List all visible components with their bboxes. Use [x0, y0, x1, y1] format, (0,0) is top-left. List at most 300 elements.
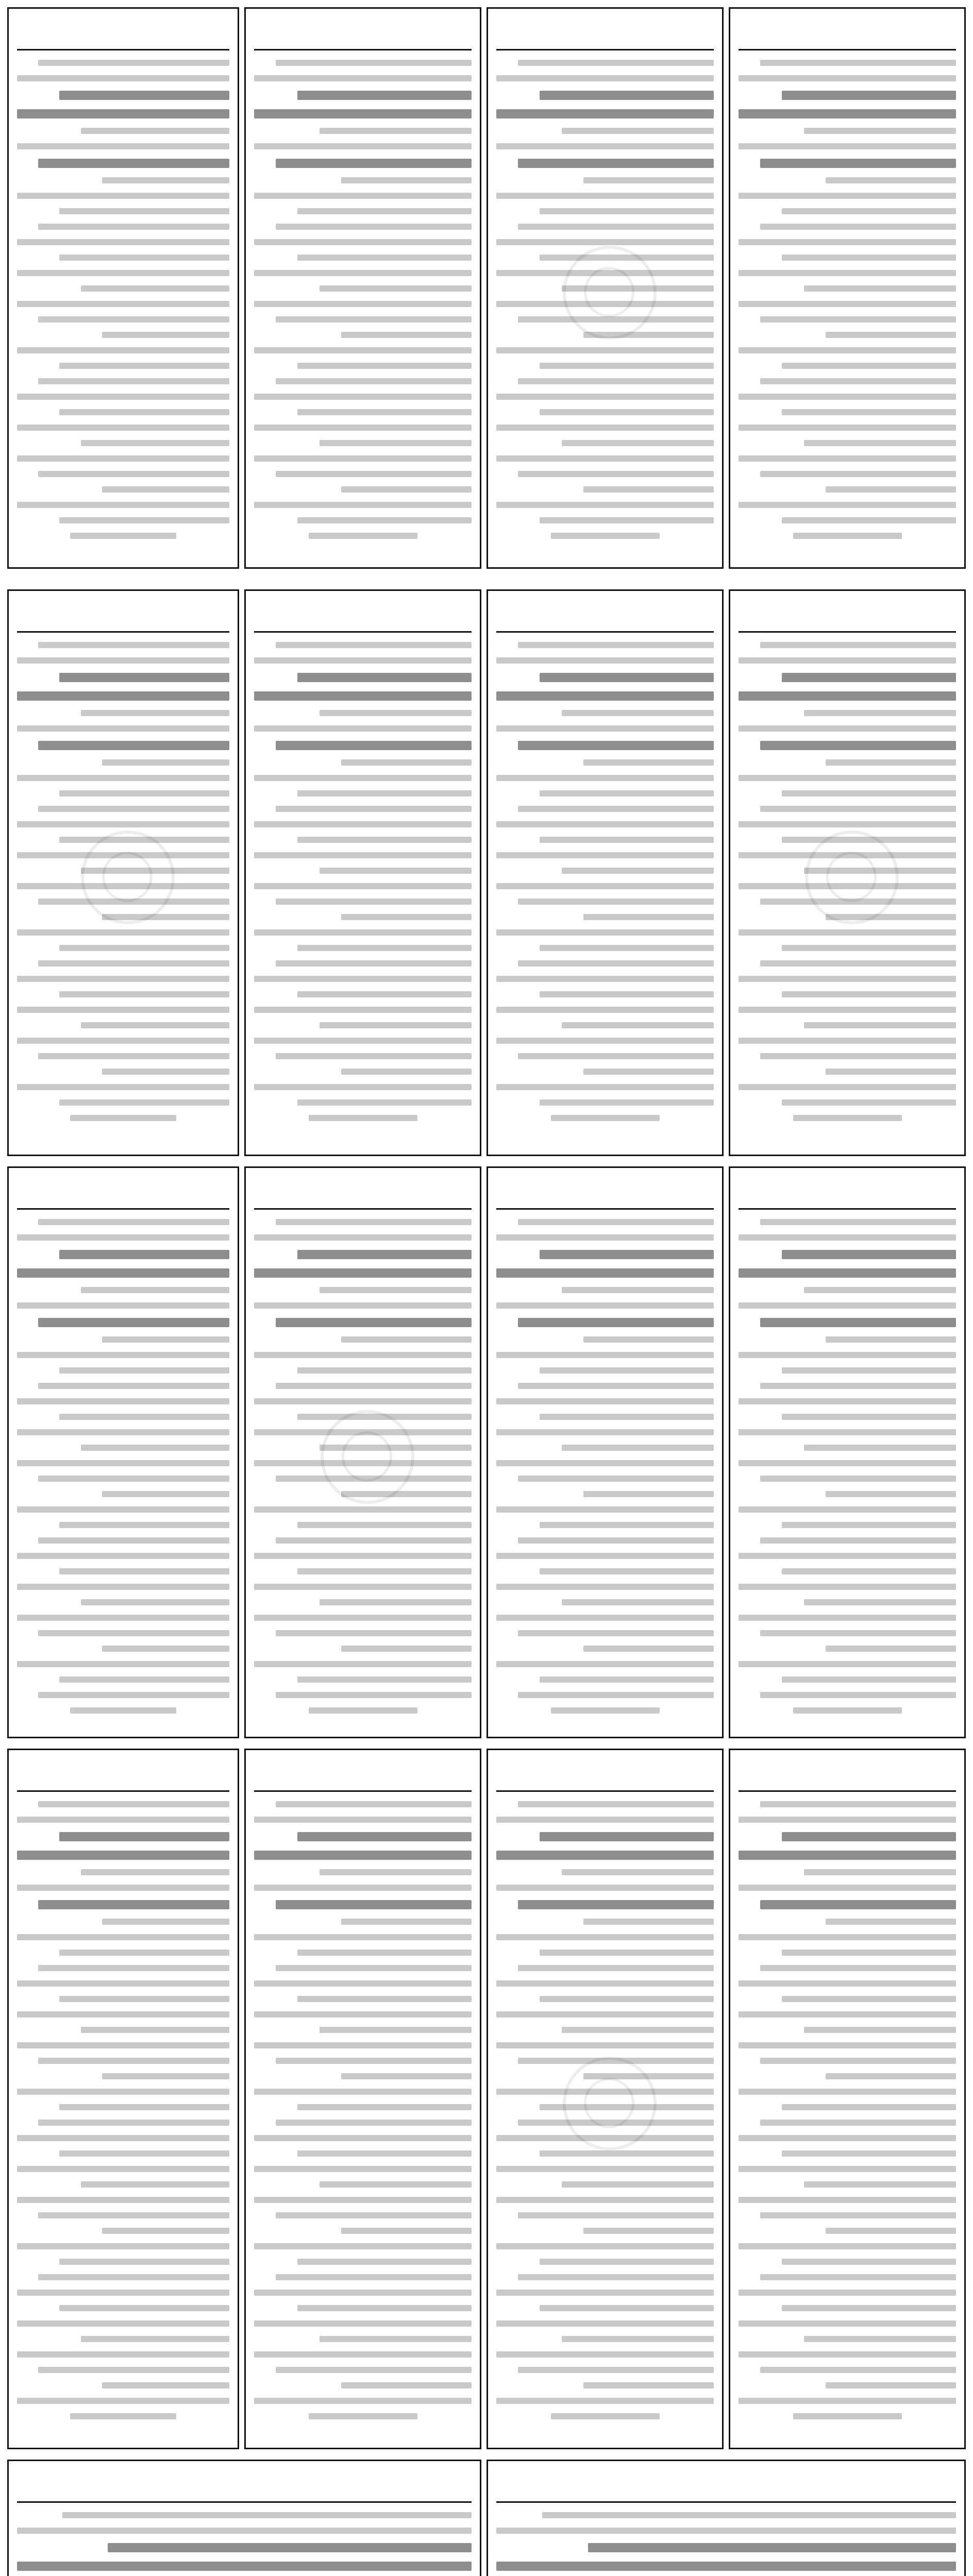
text-line	[739, 1302, 956, 1309]
text-line	[804, 1287, 956, 1293]
divider	[254, 631, 472, 633]
text-line	[739, 852, 956, 858]
text-line	[254, 347, 472, 353]
text-line	[341, 914, 472, 920]
text-line	[320, 285, 472, 292]
text-line	[518, 1965, 714, 1971]
text-line	[739, 2011, 956, 2018]
text-line	[804, 440, 956, 446]
text-line	[739, 239, 956, 245]
text-line	[59, 208, 229, 214]
text-line	[518, 2367, 714, 2373]
notice-text-block	[17, 2512, 472, 2576]
text-line	[297, 1832, 472, 1841]
text-line	[81, 440, 229, 446]
text-line	[17, 239, 229, 245]
text-line	[739, 1398, 956, 1404]
text-line	[297, 1414, 472, 1420]
notice-heading	[17, 18, 229, 41]
text-line	[739, 2320, 956, 2327]
text-line	[17, 455, 229, 462]
text-line	[81, 868, 229, 874]
text-line	[320, 710, 472, 716]
text-line	[70, 1707, 176, 1714]
text-line	[518, 1630, 714, 1636]
text-line	[38, 159, 229, 168]
text-line	[254, 2166, 472, 2172]
text-line	[17, 109, 229, 118]
text-line	[804, 710, 956, 716]
text-line	[760, 1383, 956, 1389]
text-line	[17, 1460, 229, 1466]
text-line	[17, 2197, 229, 2203]
text-line	[17, 852, 229, 858]
text-line	[496, 2011, 714, 2018]
notice-heading	[17, 2470, 472, 2493]
text-line	[496, 1302, 714, 1309]
text-line	[297, 1568, 472, 1574]
text-line	[782, 1250, 956, 1259]
text-line	[826, 486, 956, 493]
text-line	[518, 1476, 714, 1482]
text-line	[496, 2135, 714, 2141]
text-line	[540, 2104, 714, 2110]
text-line	[59, 2104, 229, 2110]
text-line	[254, 455, 472, 462]
text-line	[782, 2259, 956, 2265]
text-line	[102, 332, 229, 338]
text-line	[38, 2058, 229, 2064]
text-line	[496, 775, 714, 781]
notice-r1c1	[729, 7, 966, 569]
text-line	[826, 2073, 956, 2079]
text-line	[540, 208, 714, 214]
text-line	[760, 2058, 956, 2064]
notice-heading	[254, 18, 472, 41]
text-line	[276, 2367, 472, 2373]
text-line	[739, 143, 956, 149]
text-line	[793, 1115, 902, 1121]
notice-r1c4	[7, 7, 239, 569]
text-line	[102, 2073, 229, 2079]
text-line	[59, 991, 229, 997]
text-line	[518, 2058, 714, 2064]
text-line	[108, 2543, 472, 2552]
text-line	[341, 1336, 472, 1343]
text-line	[254, 143, 472, 149]
text-line	[320, 2027, 472, 2033]
text-line	[496, 725, 714, 732]
text-line	[583, 1336, 714, 1343]
text-line	[254, 270, 472, 276]
text-line	[518, 2212, 714, 2218]
text-line	[17, 1352, 229, 1358]
notice-text-block	[496, 1219, 714, 1714]
text-line	[254, 1460, 472, 1466]
text-line	[739, 2290, 956, 2296]
notice-r2c2	[486, 589, 724, 1156]
text-line	[70, 533, 176, 539]
text-line	[760, 2274, 956, 2280]
text-line	[739, 725, 956, 732]
text-line	[739, 109, 956, 118]
notice-text-block	[739, 1801, 956, 2419]
text-line	[739, 1460, 956, 1466]
text-line	[739, 455, 956, 462]
text-line	[496, 239, 714, 245]
text-line	[562, 440, 714, 446]
text-line	[782, 945, 956, 951]
text-line	[562, 2336, 714, 2342]
text-line	[320, 1599, 472, 1605]
text-line	[739, 657, 956, 664]
divider	[17, 1208, 229, 1210]
notice-text-block	[254, 60, 472, 539]
text-line	[739, 821, 956, 827]
text-line	[341, 486, 472, 493]
text-line	[81, 285, 229, 292]
text-line	[826, 759, 956, 766]
text-line	[102, 486, 229, 493]
text-line	[297, 1250, 472, 1259]
text-line	[17, 2135, 229, 2141]
divider	[496, 1790, 714, 1792]
divider	[496, 1208, 714, 1210]
text-line	[38, 2120, 229, 2126]
text-line	[518, 471, 714, 477]
text-line	[38, 316, 229, 323]
text-line	[17, 1661, 229, 1667]
text-line	[17, 1084, 229, 1090]
notice-heading	[496, 2470, 956, 2493]
text-line	[276, 1053, 472, 1059]
notice-heading	[17, 1759, 229, 1782]
text-line	[17, 883, 229, 889]
text-line	[518, 1383, 714, 1389]
text-line	[254, 1615, 472, 1621]
text-line	[102, 2228, 229, 2234]
text-line	[826, 1069, 956, 1075]
text-line	[804, 868, 956, 874]
text-line	[254, 775, 472, 781]
text-line	[254, 2351, 472, 2358]
text-line	[81, 1287, 229, 1293]
text-line	[739, 425, 956, 431]
text-line	[276, 806, 472, 812]
text-line	[760, 378, 956, 384]
text-line	[38, 1537, 229, 1544]
divider	[254, 1208, 472, 1210]
text-line	[254, 1268, 472, 1278]
text-line	[17, 75, 229, 81]
text-line	[551, 1115, 660, 1121]
text-line	[782, 1414, 956, 1420]
text-line	[17, 1302, 229, 1309]
text-line	[17, 1584, 229, 1590]
text-line	[518, 159, 714, 168]
notice-text-block	[739, 1219, 956, 1714]
text-line	[17, 347, 229, 353]
text-line	[254, 2290, 472, 2296]
text-line	[583, 2073, 714, 2079]
text-line	[297, 2305, 472, 2311]
text-line	[276, 159, 472, 168]
text-line	[102, 1491, 229, 1497]
text-line	[739, 301, 956, 307]
text-line	[496, 1553, 714, 1559]
text-line	[17, 1038, 229, 1044]
notices-page	[7, 7, 966, 2576]
notice-text-block	[739, 60, 956, 539]
text-line	[518, 2274, 714, 2280]
text-line	[276, 1476, 472, 1482]
text-line	[804, 128, 956, 134]
text-line	[496, 691, 714, 701]
notice-text-block	[496, 2512, 956, 2576]
text-line	[540, 409, 714, 415]
text-line	[59, 2150, 229, 2157]
text-line	[320, 440, 472, 446]
notice-text-block	[17, 642, 229, 1121]
text-line	[59, 255, 229, 261]
text-line	[583, 332, 714, 338]
text-line	[320, 1287, 472, 1293]
text-line	[38, 60, 229, 66]
text-line	[17, 821, 229, 827]
text-line	[17, 1553, 229, 1559]
notice-r5-right	[7, 2460, 481, 2576]
text-line	[540, 517, 714, 523]
text-line	[59, 1099, 229, 1106]
text-line	[760, 1219, 956, 1225]
text-line	[496, 1584, 714, 1590]
text-line	[17, 394, 229, 400]
text-line	[562, 868, 714, 874]
text-line	[518, 378, 714, 384]
text-line	[540, 2259, 714, 2265]
text-line	[496, 976, 714, 982]
text-line	[254, 1506, 472, 1513]
notice-text-block	[254, 1801, 472, 2419]
text-line	[496, 1661, 714, 1667]
text-line	[59, 1367, 229, 1374]
text-line	[496, 347, 714, 353]
text-line	[276, 2212, 472, 2218]
divider	[496, 2501, 956, 2503]
text-line	[276, 224, 472, 230]
text-line	[583, 759, 714, 766]
text-line	[496, 75, 714, 81]
text-line	[38, 224, 229, 230]
text-line	[739, 1506, 956, 1513]
text-line	[826, 1919, 956, 1925]
text-line	[59, 837, 229, 843]
text-line	[254, 1398, 472, 1404]
text-line	[583, 1919, 714, 1925]
text-line	[254, 425, 472, 431]
text-line	[496, 1007, 714, 1013]
text-line	[739, 2398, 956, 2404]
text-line	[496, 301, 714, 307]
text-line	[297, 790, 472, 796]
text-line	[782, 1832, 956, 1841]
text-line	[760, 806, 956, 812]
text-line	[826, 1491, 956, 1497]
text-line	[760, 899, 956, 905]
text-line	[496, 1038, 714, 1044]
text-line	[540, 945, 714, 951]
text-line	[254, 502, 472, 508]
text-line	[518, 1537, 714, 1544]
notice-text-block	[739, 642, 956, 1121]
text-line	[540, 363, 714, 369]
text-line	[297, 1676, 472, 1683]
text-line	[81, 1599, 229, 1605]
text-line	[760, 1537, 956, 1544]
text-line	[826, 1336, 956, 1343]
text-line	[782, 409, 956, 415]
text-line	[81, 2027, 229, 2033]
text-line	[542, 2512, 956, 2518]
text-line	[297, 208, 472, 214]
text-line	[254, 1553, 472, 1559]
text-line	[81, 2336, 229, 2342]
text-line	[739, 2197, 956, 2203]
text-line	[540, 790, 714, 796]
text-line	[38, 806, 229, 812]
text-line	[518, 60, 714, 66]
text-line	[518, 1219, 714, 1225]
text-line	[254, 1302, 472, 1309]
text-line	[17, 2089, 229, 2095]
text-line	[562, 2027, 714, 2033]
text-line	[17, 976, 229, 982]
notice-heading	[739, 1759, 956, 1782]
text-line	[496, 143, 714, 149]
text-line	[320, 1022, 472, 1028]
text-line	[59, 1676, 229, 1683]
text-line	[81, 2181, 229, 2188]
text-line	[59, 363, 229, 369]
text-line	[38, 1383, 229, 1389]
text-line	[254, 929, 472, 936]
text-line	[17, 725, 229, 732]
text-line	[496, 193, 714, 199]
text-line	[739, 929, 956, 936]
text-line	[38, 960, 229, 967]
text-line	[496, 821, 714, 827]
text-line	[59, 790, 229, 796]
text-line	[17, 1885, 229, 1891]
notice-r1c2	[486, 7, 724, 569]
text-line	[496, 1934, 714, 1940]
text-line	[254, 725, 472, 732]
text-line	[739, 2042, 956, 2048]
text-line	[551, 533, 660, 539]
text-line	[782, 255, 956, 261]
text-line	[254, 1038, 472, 1044]
text-line	[496, 883, 714, 889]
text-line	[17, 193, 229, 199]
notice-heading	[17, 1177, 229, 1200]
text-line	[17, 775, 229, 781]
notice-r3c2	[486, 1166, 724, 1738]
text-line	[320, 2336, 472, 2342]
text-line	[782, 2104, 956, 2110]
text-line	[297, 1099, 472, 1106]
notice-r2c4	[7, 589, 239, 1156]
text-line	[17, 1234, 229, 1241]
text-line	[297, 673, 472, 682]
text-line	[760, 960, 956, 967]
text-line	[793, 533, 902, 539]
text-line	[804, 2181, 956, 2188]
text-line	[782, 673, 956, 682]
text-line	[38, 899, 229, 905]
text-line	[38, 1476, 229, 1482]
notice-heading	[254, 600, 472, 623]
text-line	[254, 2042, 472, 2048]
divider	[739, 1208, 956, 1210]
text-line	[297, 91, 472, 100]
text-line	[70, 1115, 176, 1121]
text-line	[540, 2150, 714, 2157]
text-line	[38, 1630, 229, 1636]
text-line	[583, 1069, 714, 1075]
text-line	[760, 2212, 956, 2218]
text-line	[562, 2181, 714, 2188]
text-line	[17, 301, 229, 307]
text-line	[782, 991, 956, 997]
divider	[17, 1790, 229, 1792]
text-line	[341, 1919, 472, 1925]
text-line	[804, 1599, 956, 1605]
text-line	[81, 710, 229, 716]
text-line	[38, 378, 229, 384]
text-line	[496, 109, 714, 118]
text-line	[254, 2243, 472, 2249]
text-line	[17, 2351, 229, 2358]
text-line	[760, 316, 956, 323]
text-line	[17, 1817, 229, 1823]
text-line	[826, 332, 956, 338]
text-line	[17, 143, 229, 149]
text-line	[496, 1506, 714, 1513]
text-line	[518, 741, 714, 750]
text-line	[739, 1352, 956, 1358]
text-line	[309, 1115, 417, 1121]
text-line	[826, 914, 956, 920]
text-line	[17, 1429, 229, 1435]
text-line	[276, 1801, 472, 1807]
text-line	[102, 1646, 229, 1652]
text-line	[760, 224, 956, 230]
text-line	[38, 1692, 229, 1698]
text-line	[17, 1980, 229, 1987]
text-line	[760, 2367, 956, 2373]
text-line	[826, 177, 956, 183]
text-line	[562, 285, 714, 292]
text-line	[254, 301, 472, 307]
text-line	[760, 60, 956, 66]
text-line	[254, 2089, 472, 2095]
text-line	[297, 1522, 472, 1528]
text-line	[276, 1318, 472, 1327]
text-line	[254, 1661, 472, 1667]
text-line	[496, 502, 714, 508]
text-line	[496, 929, 714, 936]
text-line	[59, 1414, 229, 1420]
